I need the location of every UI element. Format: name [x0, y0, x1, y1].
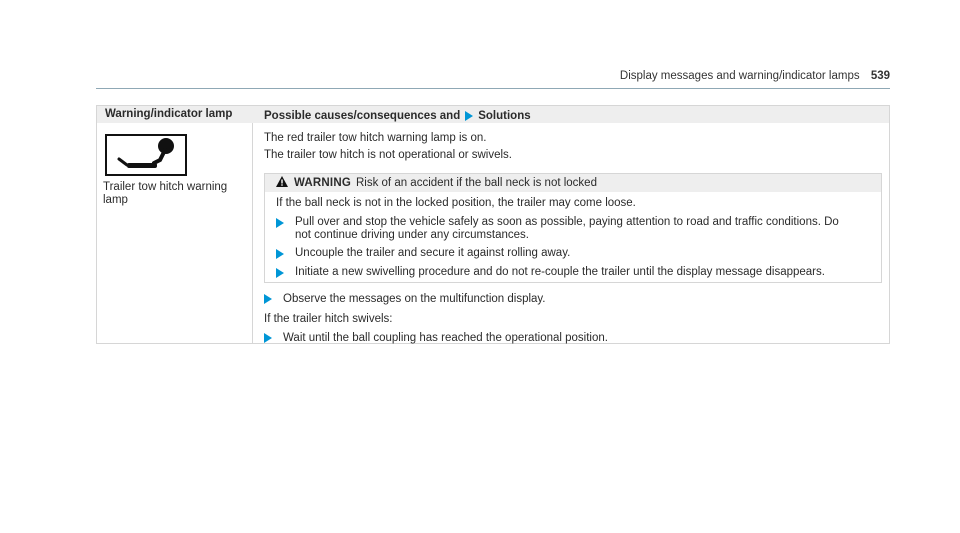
causes-cell	[253, 123, 889, 343]
warning-subtitle: Risk of an accident if the ball neck is not locked	[355, 177, 597, 189]
arrow-right-icon	[264, 294, 272, 304]
arrow-right-icon	[465, 111, 473, 121]
warning-box	[264, 173, 882, 283]
arrow-right-icon	[276, 218, 284, 228]
warning-text: If the ball neck is not in the locked position, the trailer may come loose.	[276, 197, 636, 209]
warning-triangle-icon	[276, 176, 288, 191]
warning-lamp-table	[96, 105, 890, 344]
condition-text: If the trailer hitch swivels:	[264, 313, 393, 325]
solution-step	[264, 292, 546, 306]
solution-text: Observe the messages on the multifunction display.	[283, 293, 546, 305]
warning-header	[265, 174, 881, 192]
cause-text-2: The trailer tow hitch is not operational or swivels.	[264, 149, 512, 161]
warning-step	[276, 266, 825, 279]
column-header-causes	[253, 106, 531, 123]
warning-title: WARNING	[294, 177, 351, 189]
arrow-right-icon	[264, 333, 272, 343]
page-header	[620, 70, 890, 82]
cause-text-1: The red trailer tow hitch warning lamp is on.	[264, 132, 487, 144]
arrow-right-icon	[276, 249, 284, 259]
lamp-label: Trailer tow hitch warning lamp	[103, 181, 228, 206]
trailer-hitch-lamp-icon	[105, 134, 187, 176]
arrow-right-icon	[276, 268, 284, 278]
column-header-lamp: Warning/indicator lamp	[105, 108, 233, 120]
table-header-row	[97, 106, 889, 123]
column-header-solutions-text: Solutions	[478, 109, 531, 122]
solution-text: Wait until the ball coupling has reached the operational position.	[283, 332, 608, 344]
warning-step-text: Initiate a new swivelling procedure and do not re-couple the trailer until the display message disappears.	[295, 266, 825, 278]
header-divider	[96, 88, 890, 89]
column-header-causes-text: Possible causes/consequences and	[264, 109, 461, 122]
page-header-title: Display messages and warning/indicator lamps	[619, 70, 860, 82]
page-number: 539	[870, 70, 890, 82]
lamp-cell	[97, 123, 253, 343]
warning-step	[276, 216, 856, 242]
solution-step	[264, 331, 608, 345]
warning-step-text: Pull over and stop the vehicle safely as soon as possible, paying attention to road and traffic conditions. Do not continue driving under any circumstances.	[295, 216, 839, 241]
warning-step-text: Uncouple the trailer and secure it against rolling away.	[295, 247, 571, 259]
warning-step	[276, 247, 570, 260]
